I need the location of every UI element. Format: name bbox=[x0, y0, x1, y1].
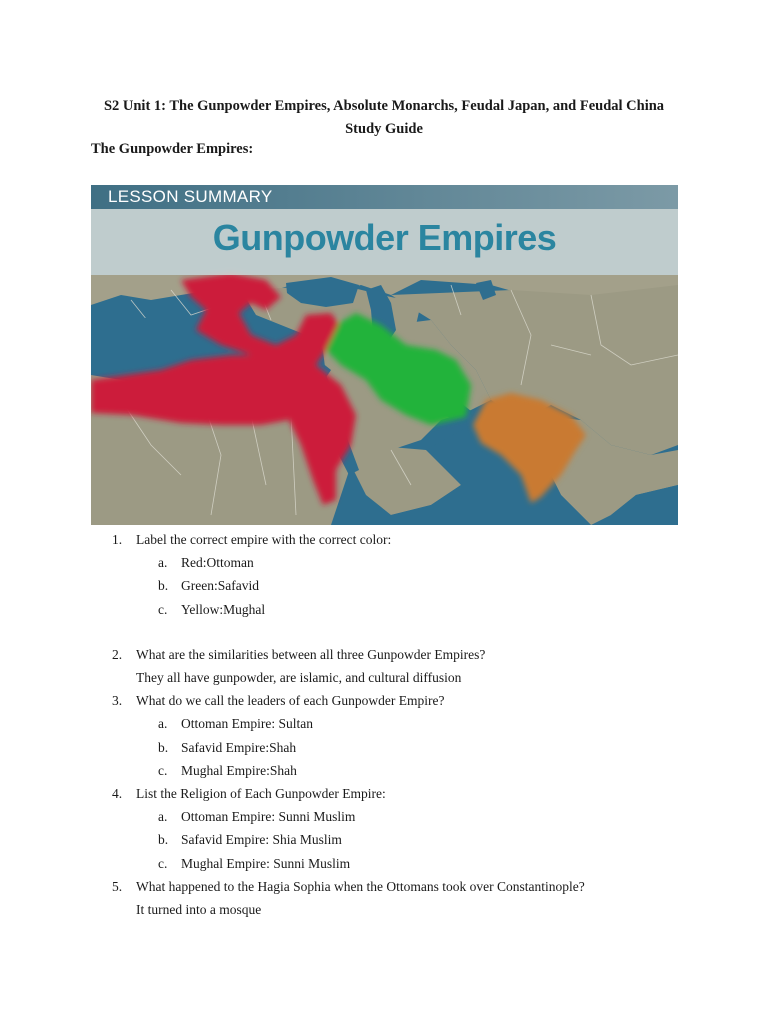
question-number: 5. bbox=[112, 878, 123, 894]
item-letter: c. bbox=[158, 855, 168, 871]
list-item bbox=[0, 712, 768, 735]
list-item bbox=[0, 759, 768, 782]
title-line-1: S2 Unit 1: The Gunpowder Empires, Absolute Monarchs, Feudal Japan, and Feudal China bbox=[103, 98, 665, 114]
spacer bbox=[0, 621, 768, 643]
item-letter: b. bbox=[158, 739, 169, 755]
item-text: Yellow:Mughal bbox=[181, 601, 266, 617]
question-3 bbox=[0, 689, 768, 712]
item-letter: a. bbox=[158, 809, 168, 825]
question-1 bbox=[0, 528, 768, 551]
list-item bbox=[0, 574, 768, 597]
item-text: Red:Ottoman bbox=[181, 555, 254, 571]
item-letter: c. bbox=[158, 762, 168, 778]
question-number: 3. bbox=[112, 693, 123, 709]
question-text: What happened to the Hagia Sophia when the Ottomans took over Constantinople? bbox=[136, 878, 585, 894]
list-item bbox=[0, 805, 768, 828]
item-text: Safavid Empire:Shah bbox=[181, 739, 297, 755]
list-item bbox=[0, 598, 768, 621]
question-text: List the Religion of Each Gunpowder Empire: bbox=[136, 786, 386, 802]
gunpowder-empires-map bbox=[91, 185, 678, 525]
answer-text: It turned into a mosque bbox=[136, 902, 262, 918]
item-letter: b. bbox=[158, 832, 169, 848]
item-text: Ottoman Empire: Sunni Muslim bbox=[181, 809, 356, 825]
section-heading: The Gunpowder Empires: bbox=[91, 141, 254, 157]
question-4 bbox=[0, 782, 768, 805]
question-number: 1. bbox=[112, 532, 123, 547]
question-5 bbox=[0, 875, 768, 898]
item-text: Mughal Empire: Sunni Muslim bbox=[181, 855, 351, 871]
question-2 bbox=[0, 643, 768, 666]
question-text: What are the similarities between all three Gunpowder Empires? bbox=[136, 646, 486, 662]
item-letter: a. bbox=[158, 555, 168, 571]
question-number: 4. bbox=[112, 786, 123, 802]
question-text: Label the correct empire with the correct color: bbox=[136, 532, 392, 547]
item-text: Mughal Empire:Shah bbox=[181, 762, 297, 778]
item-text: Green:Safavid bbox=[181, 578, 259, 594]
lesson-summary-label: LESSON SUMMARY bbox=[108, 187, 273, 206]
item-letter: a. bbox=[158, 716, 168, 732]
item-letter: c. bbox=[158, 601, 168, 617]
question-number: 2. bbox=[112, 646, 123, 662]
list-item bbox=[0, 736, 768, 759]
document-title bbox=[60, 95, 708, 141]
item-letter: b. bbox=[158, 578, 169, 594]
list-item bbox=[0, 828, 768, 851]
list-item bbox=[0, 551, 768, 574]
figure-title: Gunpowder Empires bbox=[212, 217, 557, 258]
answer-text: They all have gunpowder, are islamic, and cultural diffusion bbox=[136, 670, 462, 686]
item-text: Ottoman Empire: Sultan bbox=[181, 716, 313, 732]
question-text: What do we call the leaders of each Gunpowder Empire? bbox=[136, 693, 445, 709]
item-text: Safavid Empire: Shia Muslim bbox=[181, 832, 342, 848]
list-item bbox=[0, 852, 768, 875]
question-list bbox=[0, 528, 768, 921]
title-line-2: Study Guide bbox=[345, 121, 423, 137]
